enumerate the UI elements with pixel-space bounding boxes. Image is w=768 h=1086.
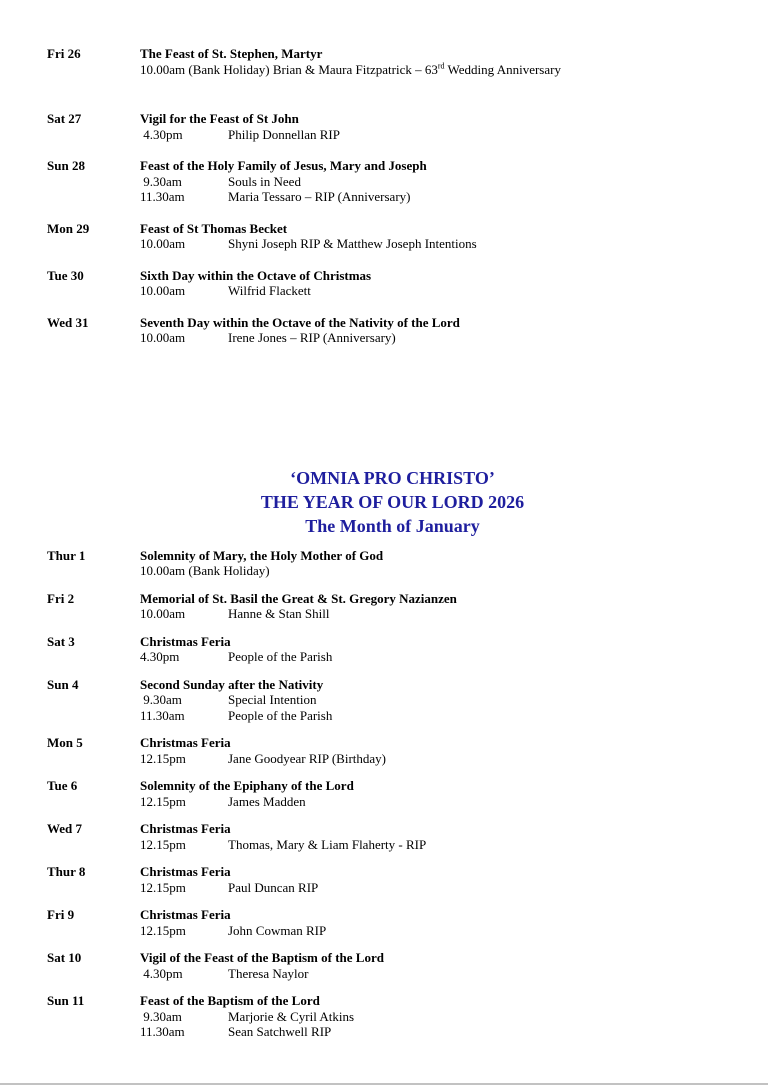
entry-header — [47, 268, 738, 284]
entry-day: Sun 11 — [47, 993, 85, 1008]
entry-header — [47, 46, 738, 62]
mass-line — [47, 236, 738, 252]
mass-line — [47, 837, 738, 853]
mass-intention: Marjorie & Cyril Atkins — [228, 1008, 355, 1024]
entry-day: Sat 10 — [47, 950, 82, 965]
entry-feast-title: Memorial of St. Basil the Great & St. Gregory Nazianzen — [140, 590, 457, 606]
entry-feast-title: Vigil for the Feast of St John — [140, 111, 299, 126]
mass-time: 4.30pm — [140, 965, 183, 981]
schedule-entry — [47, 591, 738, 622]
entry-header — [47, 864, 738, 880]
mass-time: 11.30am — [140, 707, 185, 723]
month-heading — [47, 466, 738, 538]
mass-time: 12.15pm — [140, 750, 186, 766]
mass-line — [47, 62, 738, 78]
entry-feast-title: Vigil of the Feast of the Baptism of the Lord — [140, 950, 384, 965]
january-schedule — [47, 548, 738, 1040]
december-schedule — [47, 46, 738, 346]
mass-line — [47, 966, 738, 982]
entry-day: Sat 27 — [47, 111, 82, 126]
schedule-entry — [47, 864, 738, 895]
year-line: THE YEAR OF OUR LORD 2026 — [260, 491, 525, 512]
mass-time: 12.15pm — [140, 836, 186, 852]
entry-day: Thur 1 — [47, 547, 86, 563]
entry-day: Wed 31 — [47, 314, 89, 330]
entry-day: Sun 4 — [47, 676, 79, 692]
mass-time: 4.30pm — [140, 126, 183, 142]
entry-feast-title: Second Sunday after the Nativity — [140, 676, 324, 692]
mass-time: 10.00am — [140, 330, 186, 345]
mass-intention: Theresa Naylor — [228, 965, 309, 981]
entry-header — [47, 591, 738, 607]
mass-note: Wedding Anniversary — [444, 61, 561, 77]
entry-header — [47, 634, 738, 650]
mass-note: 10.00am (Bank Holiday) — [140, 563, 270, 578]
entry-feast-title: The Feast of St. Stephen, Martyr — [140, 46, 323, 61]
mass-intention: People of the Parish — [228, 649, 333, 664]
schedule-entry — [47, 158, 738, 205]
entry-feast-title: Sixth Day within the Octave of Christmas — [140, 267, 372, 283]
mass-time: 10.00am — [140, 283, 186, 298]
entry-feast-title: Feast of St Thomas Becket — [140, 220, 288, 236]
entry-header — [47, 735, 738, 751]
mass-time: 10.00am — [140, 236, 186, 251]
entry-day: Fri 26 — [47, 46, 81, 61]
mass-intention: Thomas, Mary & Liam Flaherty - RIP — [228, 836, 427, 852]
mass-time: 12.15pm — [140, 793, 186, 809]
schedule-entry — [47, 993, 738, 1040]
mass-intention: Special Intention — [228, 692, 317, 707]
entry-feast-title: Feast of the Holy Family of Jesus, Mary and Joseph — [140, 158, 427, 173]
entry-header — [47, 221, 738, 237]
mass-line — [47, 794, 738, 810]
mass-time: 11.30am — [140, 1024, 185, 1039]
entry-header — [47, 548, 738, 564]
mass-time: 9.30am — [140, 692, 182, 707]
entry-header — [47, 677, 738, 693]
schedule-entry — [47, 778, 738, 809]
entry-header — [47, 950, 738, 966]
mass-intention: John Cowman RIP — [228, 922, 327, 938]
page-bottom-divider — [0, 1083, 768, 1085]
mass-intention: Paul Duncan RIP — [228, 879, 319, 895]
schedule-entry — [47, 111, 738, 142]
schedule-entry — [47, 268, 738, 299]
mass-line — [47, 189, 738, 205]
mass-line — [47, 1024, 738, 1040]
entry-header — [47, 111, 738, 127]
schedule-entry — [47, 950, 738, 981]
motto-line: ‘OMNIA PRO CHRISTO’ — [290, 467, 495, 488]
entry-header — [47, 315, 738, 331]
mass-intention: Maria Tessaro – RIP (Anniversary) — [228, 189, 411, 204]
mass-line — [47, 1009, 738, 1025]
entry-feast-title: Christmas Feria — [140, 864, 231, 879]
entry-day: Thur 8 — [47, 864, 86, 879]
mass-time: 10.00am — [140, 606, 186, 621]
mass-time: 9.30am — [140, 1008, 182, 1024]
mass-line — [47, 606, 738, 622]
entry-day: Sun 28 — [47, 158, 85, 173]
mass-line — [47, 649, 738, 665]
entry-day: Mon 29 — [47, 220, 90, 236]
mass-line — [47, 692, 738, 708]
mass-intention: James Madden — [228, 793, 306, 809]
entry-day: Wed 7 — [47, 821, 83, 836]
mass-time: 12.15pm — [140, 879, 186, 895]
mass-line — [47, 283, 738, 299]
entry-feast-title: Christmas Feria — [140, 633, 231, 649]
entry-feast-title: Christmas Feria — [140, 735, 231, 750]
schedule-entry — [47, 735, 738, 766]
mass-line — [47, 127, 738, 143]
entry-day: Tue 30 — [47, 267, 84, 283]
entry-day: Tue 6 — [47, 778, 78, 793]
entry-header — [47, 821, 738, 837]
entry-day: Sat 3 — [47, 633, 75, 649]
mass-intention: Jane Goodyear RIP (Birthday) — [228, 750, 387, 766]
mass-intention: Souls in Need — [228, 173, 301, 189]
schedule-entry — [47, 907, 738, 938]
entry-day: Mon 5 — [47, 735, 83, 750]
entry-feast-title: Christmas Feria — [140, 821, 231, 836]
entry-feast-title: Feast of the Baptism of the Lord — [140, 993, 320, 1008]
mass-line — [47, 174, 738, 190]
mass-line — [47, 708, 738, 724]
mass-intention: Shyni Joseph RIP & Matthew Joseph Intentions — [228, 236, 477, 251]
entry-feast-title: Christmas Feria — [140, 907, 231, 922]
schedule-entry — [47, 315, 738, 346]
schedule-entry — [47, 221, 738, 252]
schedule-entry — [47, 548, 738, 579]
mass-intention: Sean Satchwell RIP — [228, 1024, 332, 1039]
month-line: The Month of January — [305, 515, 480, 536]
entry-header — [47, 778, 738, 794]
mass-line — [47, 330, 738, 346]
entry-feast-title: Seventh Day within the Octave of the Nativity of the Lord — [140, 314, 460, 330]
mass-intention: Hanne & Stan Shill — [228, 606, 330, 621]
mass-line — [47, 923, 738, 939]
mass-time: 12.15pm — [140, 922, 186, 938]
mass-intention: Philip Donnellan RIP — [228, 126, 340, 142]
entry-header — [47, 158, 738, 174]
schedule-entry — [47, 46, 738, 77]
schedule-entry — [47, 677, 738, 724]
entry-header — [47, 993, 738, 1009]
ordinal-suffix: rd — [437, 61, 445, 71]
mass-time: 9.30am — [140, 173, 182, 189]
mass-time: 4.30pm — [140, 649, 180, 664]
mass-intention: Irene Jones – RIP (Anniversary) — [228, 330, 396, 345]
entry-day: Fri 2 — [47, 590, 75, 606]
schedule-entry — [47, 821, 738, 852]
mass-note: 10.00am (Bank Holiday) Brian & Maura Fitzpatrick – 63 — [140, 61, 438, 77]
mass-time: 11.30am — [140, 189, 185, 204]
mass-line — [47, 880, 738, 896]
mass-line — [47, 751, 738, 767]
entry-feast-title: Solemnity of Mary, the Holy Mother of God — [140, 547, 384, 563]
entry-feast-title: Solemnity of the Epiphany of the Lord — [140, 778, 354, 793]
entry-header — [47, 907, 738, 923]
schedule-entry — [47, 634, 738, 665]
mass-line — [47, 563, 738, 579]
mass-intention: People of the Parish — [228, 707, 333, 723]
mass-intention: Wilfrid Flackett — [228, 283, 311, 298]
entry-day: Fri 9 — [47, 907, 75, 922]
